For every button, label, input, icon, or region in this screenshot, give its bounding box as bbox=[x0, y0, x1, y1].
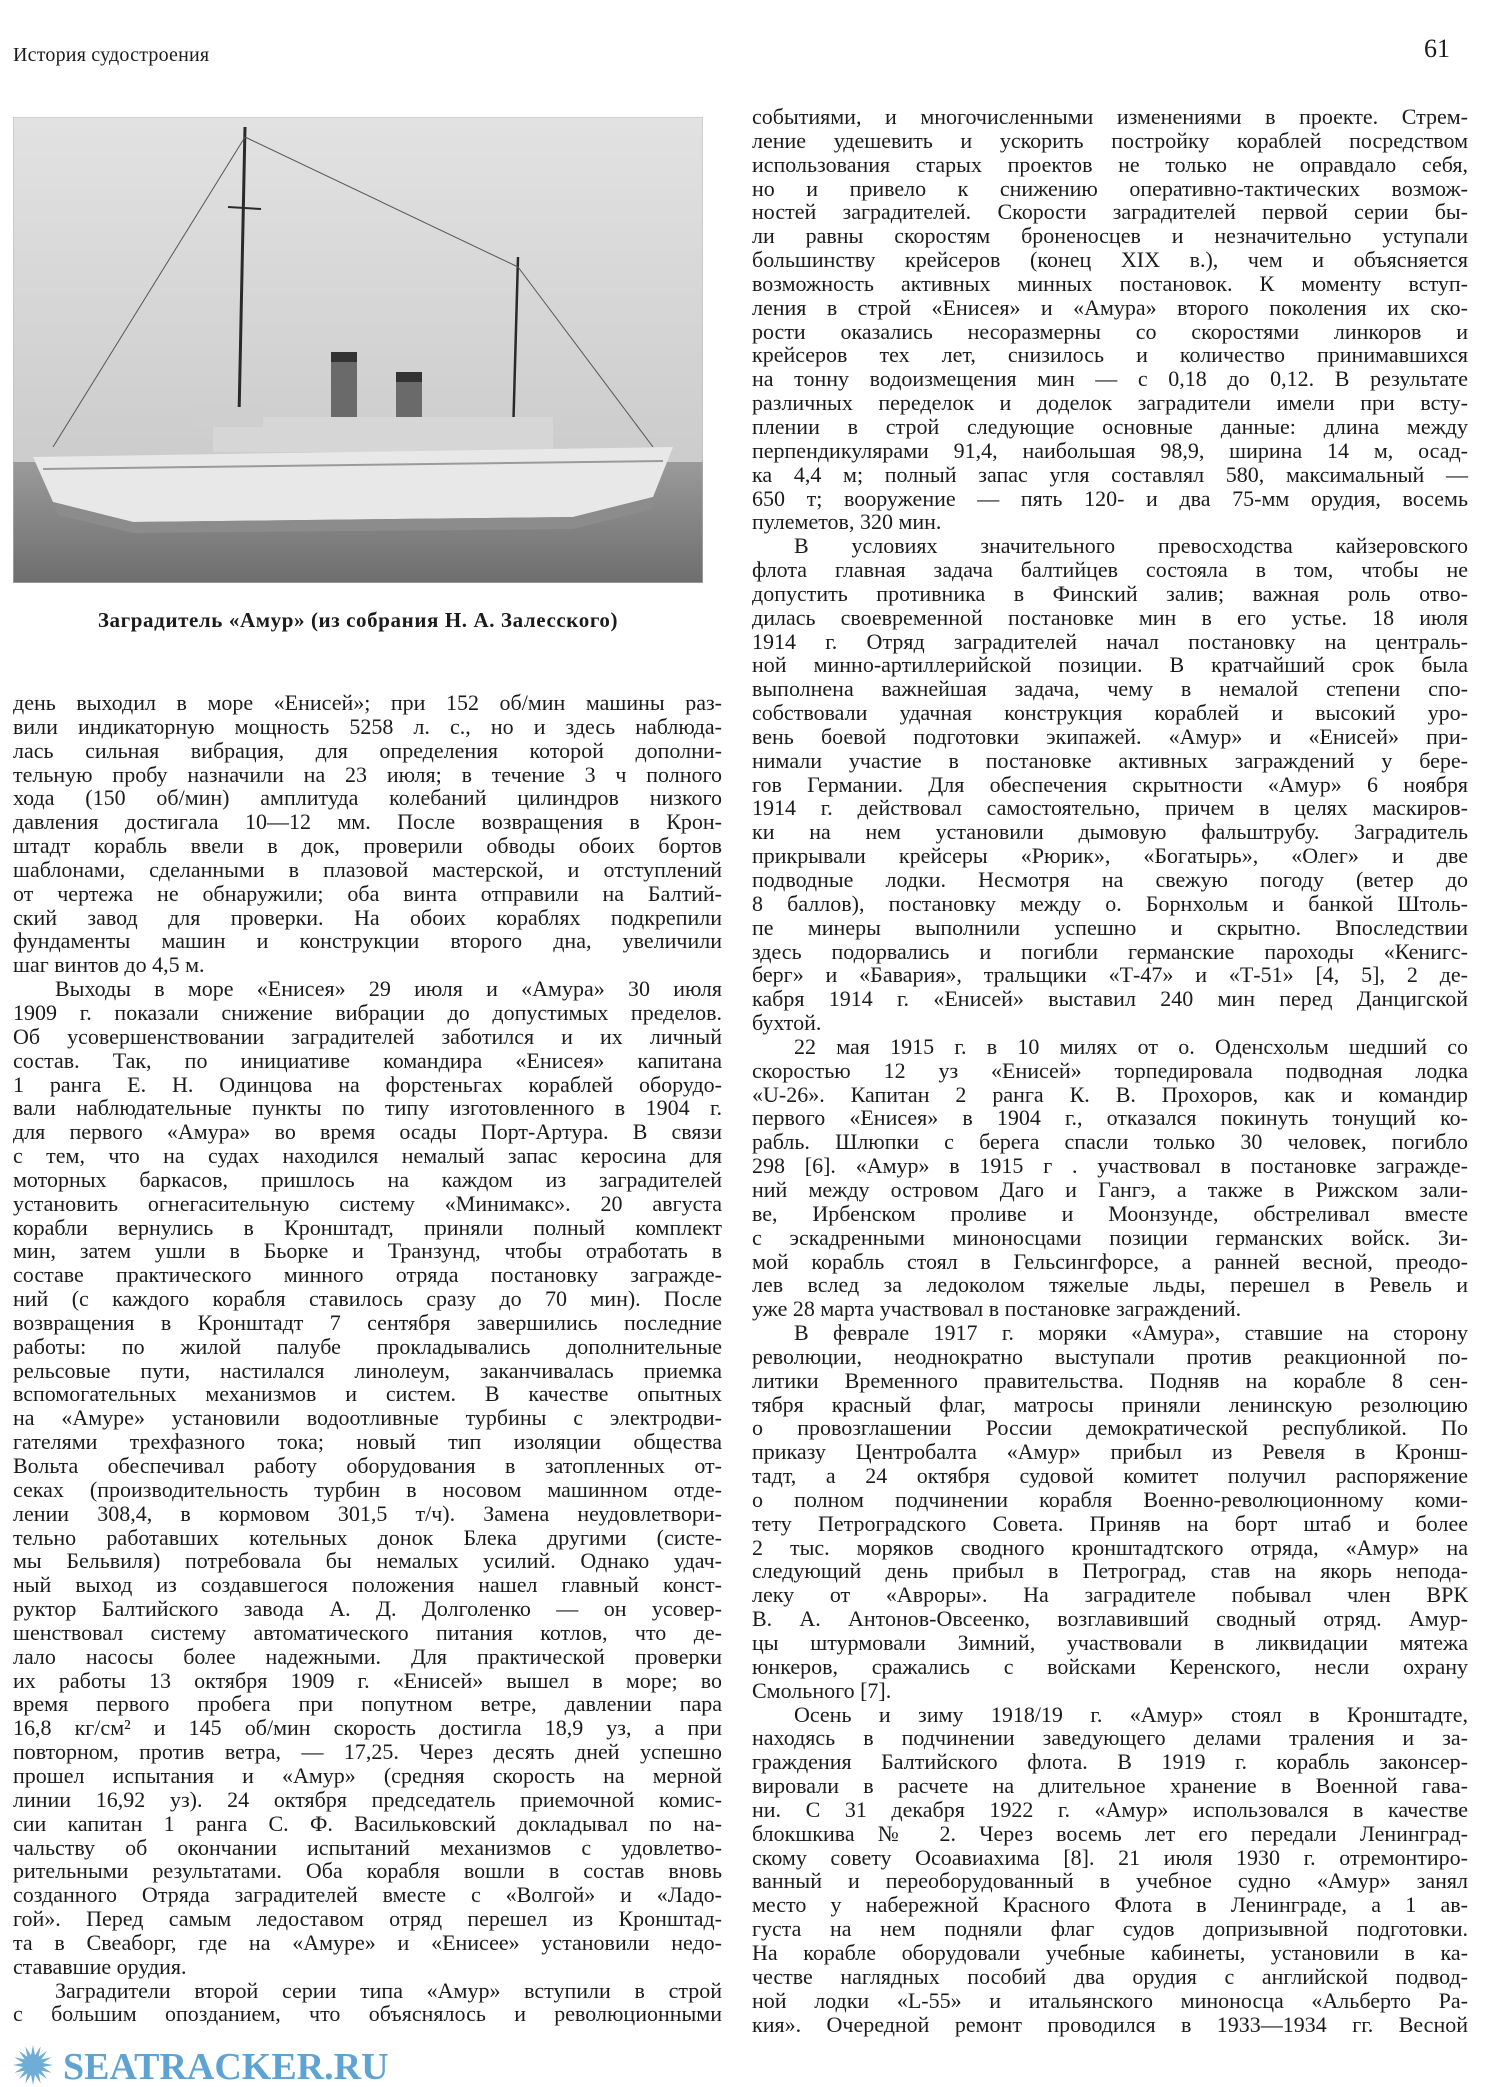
text-line: руктор Балтийского завода А. Д. Долголенко — он усовер- bbox=[13, 1596, 722, 1622]
text-line: день выходил в море «Енисей»; при 152 об/мин машины раз- bbox=[13, 690, 722, 715]
text-line: следующий день прибыл в Петроград, став на якорь непода- bbox=[752, 1558, 1468, 1584]
text-line: пе минеры выполнили успешно и скрытно. Впоследствии bbox=[752, 914, 1468, 940]
text-line: находясь в подчинении заведующего делами траления и за- bbox=[752, 1725, 1468, 1751]
text-line: 298 [6]. «Амур» в 1915 г . участвовал в постановке загражде- bbox=[752, 1153, 1468, 1179]
text-line: блокшкива № 2. Через восемь лет его передали Ленинград- bbox=[752, 1820, 1468, 1846]
text-line: революции, неоднократно выступали против реакционной по- bbox=[752, 1343, 1468, 1369]
text-line: штадт корабль ввели в док, проверили обводы обоих бортов bbox=[13, 833, 722, 859]
text-line: 22 мая 1915 г. в 10 милях от о. Оденсхольм шедший со bbox=[794, 1033, 1468, 1059]
text-line: мы Бельвиля) потребовала бы немалых усилий. Однако удач- bbox=[13, 1548, 722, 1574]
text-line: леку от «Авроры». На заградителе побывал член ВРК bbox=[752, 1582, 1468, 1608]
text-line: ка 4,4 м; полный запас угля составлял 580, максимальный — bbox=[752, 461, 1468, 487]
text-line: берг» и «Бавария», тральщики «Т-47» и «Т-51» [4, 5], 2 де- bbox=[752, 962, 1468, 988]
text-line: скоростью 12 уз «Енисей» торпедировала подводная лодка bbox=[752, 1057, 1468, 1083]
watermark-text: SEATRACKER.RU bbox=[63, 2046, 389, 2086]
text-line: место у набережной Красного Флота в Ленинграде, а 1 ав- bbox=[752, 1892, 1468, 1918]
text-line: нимали участие в постановке активных заграждений у бере- bbox=[752, 747, 1468, 773]
text-line: фундаменты машин и конструкции второго дна, увеличили bbox=[13, 928, 722, 954]
text-line: ной лодки «L-55» и итальянского миноносца «Альберто Ра- bbox=[752, 1987, 1468, 2013]
text-line: гой». Перед самым ледоставом отряд перешел из Кронштад- bbox=[13, 1906, 722, 1932]
page-number: 61 bbox=[1424, 34, 1450, 63]
text-line: событиями, и многочисленными изменениями в проекте. Стрем- bbox=[752, 104, 1468, 129]
text-line: ли равны скоростям броненосцев и незначительно уступали bbox=[752, 223, 1468, 249]
text-line: выполнена важнейшая задача, чему в немалой степени спо- bbox=[752, 676, 1468, 702]
text-line: составе практического минного отряда постановку загражде- bbox=[13, 1262, 722, 1288]
text-line: «U-26». Капитан 2 ранга К. В. Прохоров, как и командир bbox=[752, 1081, 1468, 1107]
text-line: плении в строй следующие основные данные: длина между bbox=[752, 413, 1468, 439]
text-line: тельную пробу назначили на 23 июля; в течение 3 ч полного bbox=[13, 761, 722, 787]
text-line: на «Амуре» установили водоотливные турбины с электродви- bbox=[13, 1405, 722, 1431]
text-line: тября красный флаг, матросы приняли ленинскую резолюцию bbox=[752, 1391, 1468, 1417]
text-line: крейсеров тех лет, снизилось и количество принимавшихся bbox=[752, 342, 1468, 368]
text-line: время первого пробега при попутном ветре, давлении пара bbox=[13, 1691, 722, 1717]
text-line: В условиях значительного превосходства кайзеровского bbox=[794, 533, 1468, 559]
text-line: 8 баллов), постановку между о. Борнхольм и банкой Штоль- bbox=[752, 890, 1468, 916]
text-line: состав. Так, по инициативе командира «Енисея» капитана bbox=[13, 1047, 722, 1073]
text-line: цы штурмовали Зимний, участвовали в ликвидации мятежа bbox=[752, 1630, 1468, 1655]
text-line: Об усовершенствовании заградителей заботился и их личный bbox=[13, 1023, 722, 1049]
text-line: возвращения в Кронштадт 7 сентября завершились последние bbox=[13, 1309, 722, 1335]
text-line: 2 тыс. моряков сводного кронштадтского отряда, «Амур» на bbox=[752, 1534, 1468, 1560]
text-line: 650 т; вооружение — пять 120- и два 75-мм орудия, восемь bbox=[752, 485, 1468, 511]
text-line: от чертежа не обнаружили; оба винта отправили на Балтий- bbox=[13, 880, 722, 906]
text-line: лало насосы более надежными. Для практической проверки bbox=[13, 1643, 722, 1669]
text-line: ванный и переоборудованный в учебное судно «Амур» занял bbox=[752, 1868, 1468, 1894]
running-head-title: История судостроения bbox=[13, 44, 210, 66]
text-line: мин, затем ушли в Бьорке и Транзунд, чтобы отработать в bbox=[13, 1238, 722, 1264]
text-line: хода (150 об/мин) амплитуда колебаний цилиндров низкого bbox=[13, 785, 722, 811]
text-line: созданного Отряда заградителей вместе с «Волгой» и «Ладо- bbox=[13, 1882, 722, 1908]
text-line: кабря 1914 г. «Енисей» выставил 240 мин перед Данцигской bbox=[752, 986, 1468, 1012]
text-line: первого «Енисея» в 1904 г., отказался покинуть тонущий ко- bbox=[752, 1105, 1468, 1131]
text-line: собствовали удачная конструкция кораблей и высокий уро- bbox=[752, 700, 1468, 726]
text-line: работы: по жилой палубе прокладывались дополнительные bbox=[13, 1333, 722, 1359]
text-line: о полном подчинении корабля Военно-революционному коми- bbox=[752, 1486, 1468, 1512]
text-line: 16,8 кг/см² и 145 об/мин скорость достигла 18,9 уз, а при bbox=[13, 1715, 722, 1741]
text-line: флота главная задача балтийцев состояла в том, чтобы не bbox=[752, 557, 1468, 583]
text-line: вили индикаторную мощность 5258 л. с., но и здесь наблюда- bbox=[13, 713, 722, 739]
text-line: шенствовал систему автоматического питания котлов, что де- bbox=[13, 1619, 722, 1645]
text-line: ве, Ирбенском проливе и Моонзунде, обстреливал вместе bbox=[752, 1200, 1468, 1226]
text-line: рительными результатами. Оба корабля вошли в состав вновь bbox=[13, 1858, 722, 1884]
text-line: густа на нем подняли флаг судов допризывной подготовки. bbox=[752, 1916, 1468, 1942]
text-line: ний между островом Даго и Гангэ, а также в Рижском зали- bbox=[752, 1176, 1468, 1202]
text-line: 1914 г. действовал самостоятельно, причем в целях маскиров- bbox=[752, 795, 1468, 821]
text-line: стававшие орудия. bbox=[13, 1953, 187, 1979]
text-line: большинству крейсеров (конец XIX в.), чем и объясняется bbox=[752, 247, 1468, 273]
text-line: с эскадренными миноносцами позиции германских войск. Зи- bbox=[752, 1224, 1468, 1250]
text-line: гов Германии. Для обеспечения скрытности «Амур» 6 ноября bbox=[752, 771, 1468, 797]
text-line: 1914 г. Отряд заградителей начал постановку на централь- bbox=[752, 628, 1468, 654]
text-line: приказу Центробалта «Амур» прибыл из Ревеля в Кронш- bbox=[752, 1439, 1468, 1465]
text-line: лев вслед за ледоколом тяжелые льды, перешел в Ревель и bbox=[752, 1272, 1468, 1298]
text-line: здесь подорвались и погибли германские пароходы «Кенигс- bbox=[752, 938, 1468, 964]
text-line: скому совету Осоавиахима [8]. 21 июля 1930 г. отремонтиро- bbox=[752, 1844, 1468, 1870]
text-line: давления достигала 10—12 мм. После возвращения в Крон- bbox=[13, 809, 722, 835]
starburst-icon bbox=[13, 2045, 53, 2085]
text-line: подводные лодки. Несмотря на свежую погоду (ветер до bbox=[752, 867, 1468, 892]
text-line: прошел испытания и «Амур» (средняя скорость на мерной bbox=[13, 1762, 722, 1788]
text-line: Вольта обеспечивал работу оборудования в затопленных от- bbox=[13, 1453, 722, 1478]
text-line: честве наглядных пособий два орудия с английской подвод- bbox=[752, 1963, 1468, 1989]
text-line: Заградители второй серии типа «Амур» вступили в строй bbox=[55, 1977, 722, 2003]
text-line: корабли вернулись в Кронштадт, приняли полный комплект bbox=[13, 1214, 722, 1240]
text-line: Смольного [7]. bbox=[752, 1677, 892, 1703]
text-line: лась сильная вибрация, для определения которой дополни- bbox=[13, 737, 722, 763]
text-line: пулеметов, 320 мин. bbox=[752, 509, 942, 535]
text-line: ный выход из создавшегося положения нашел главный конст- bbox=[13, 1572, 722, 1598]
text-line: секах (производительность турбин в носовом машинном отде- bbox=[13, 1476, 722, 1502]
text-line: вень боевой подготовки экипажей. «Амур» и «Енисей» при- bbox=[752, 723, 1468, 749]
text-line: сии капитан 1 ранга С. Ф. Васильковский докладывал по на- bbox=[13, 1810, 722, 1836]
text-line: ки на нем установили дымовую фальштрубу. Заградитель bbox=[752, 819, 1468, 845]
text-line: на тонну водоизмещения мин — с 0,18 до 0,12. В результате bbox=[752, 366, 1468, 392]
text-line: вали наблюдательные пункты по типу изготовленного в 1904 г. bbox=[13, 1095, 722, 1121]
text-line: моторных баркасов, пришлось на каждом из заградителей bbox=[13, 1166, 722, 1192]
text-line: повторном, против ветра, — 17,25. Через десять дней успешно bbox=[13, 1739, 722, 1765]
text-line: Осень и зиму 1918/19 г. «Амур» стоял в Кронштадте, bbox=[794, 1701, 1468, 1727]
text-line: ностей заградителей. Скорости заградителей первой серии бы- bbox=[752, 199, 1468, 225]
text-line: для первого «Амура» во время осады Порт-Артура. В связи bbox=[13, 1119, 722, 1145]
text-line: На корабле оборудовали учебные кабинеты, установили в ка- bbox=[752, 1939, 1468, 1965]
text-line: уже 28 марта участвовал в постановке заграждений. bbox=[752, 1296, 1242, 1322]
text-line: возможность активных минных постановок. К моменту вступ- bbox=[752, 270, 1468, 296]
text-line: мой корабль стоял в Гельсингфорсе, а ранней весной, преодо- bbox=[752, 1248, 1468, 1274]
text-line: установить огнегасительную систему «Минимакс». 20 августа bbox=[13, 1190, 722, 1216]
text-line: вировали в расчете на длительное хранение в Военной гава- bbox=[752, 1773, 1468, 1799]
text-line: тадт, а 24 октября судовой комитет получил распоряжение bbox=[752, 1463, 1468, 1489]
text-line: ский завод для проверки. На обоих кораблях подкрепили bbox=[13, 904, 722, 930]
seatracker-watermark-logo bbox=[13, 2044, 1468, 2086]
text-line: юнкеров, сражались с войсками Керенского, несли охрану bbox=[752, 1653, 1468, 1679]
text-line: ни. С 31 декабря 1922 г. «Амур» использовался в качестве bbox=[752, 1796, 1468, 1822]
text-line: рости оказались несоразмерны со скоростями линкоров и bbox=[752, 318, 1468, 344]
text-line: о провозглашении России демократической республикой. По bbox=[752, 1415, 1468, 1441]
figure-caption: Заградитель «Амур» (из собрания Н. А. Залесского) bbox=[97, 608, 619, 632]
text-line: граждения Балтийского флота. В 1919 г. корабль законсер- bbox=[752, 1749, 1468, 1775]
text-line: та в Свеаборг, где на «Амуре» и «Енисее» установили недо- bbox=[13, 1929, 722, 1955]
text-line: бухтой. bbox=[752, 1010, 822, 1036]
text-line: перпендикулярами 91,4, наибольшая 98,9, ширина 14 м, осад- bbox=[752, 437, 1468, 463]
text-line: различных переделок и доделок заградители имели при всту- bbox=[752, 390, 1468, 416]
ship-photo bbox=[13, 117, 703, 583]
text-line: ной минно-артиллерийской позиции. В кратчайший срок была bbox=[752, 652, 1468, 678]
left-text-column bbox=[13, 691, 722, 2026]
text-line: литики Временного правительства. Подняв на корабле 8 сен- bbox=[752, 1367, 1468, 1393]
text-line: ления в строй «Енисея» и «Амура» второго поколения их ско- bbox=[752, 294, 1468, 320]
text-line: тету Петроградского Совета. Приняв на борт штаб и более bbox=[752, 1510, 1468, 1536]
text-line: линии 16,92 уз). 24 октября председатель приемочной комис- bbox=[13, 1786, 722, 1812]
text-line: шаблонами, сделанными в плазовой мастерской, и отступлений bbox=[13, 856, 722, 882]
text-line: чальству об окончании испытаний механизмов с удовлетво- bbox=[13, 1834, 722, 1860]
text-line: использования старых проектов не только не оправдало себя, bbox=[752, 151, 1468, 177]
text-line: тельно работавших котельных донок Блека другими (систе- bbox=[13, 1524, 722, 1550]
text-line: кия». Очередной ремонт проводился в 1933—1934 гг. Весной bbox=[752, 2011, 1468, 2037]
text-line: 1909 г. показали снижение вибрации до допустимых пределов. bbox=[13, 999, 722, 1025]
text-line: рельсовые пути, настилался линолеум, заканчивалась приемка bbox=[13, 1357, 722, 1383]
text-line: допустить противника в Финский залив; важная роль отво- bbox=[752, 580, 1468, 606]
text-line: с тем, что на судах находился немалый запас керосина для bbox=[13, 1143, 722, 1169]
text-line: рабль. Шлюпки с берега спасли только 30 человек, погибло bbox=[752, 1129, 1468, 1155]
text-line: ление удешевить и ускорить постройку кораблей посредством bbox=[752, 127, 1468, 153]
text-line: гателями трехфазного тока; новый тип изоляции общества bbox=[13, 1429, 722, 1455]
text-line: их работы 13 октября 1909 г. «Енисей» вышел в море; во bbox=[13, 1667, 722, 1693]
text-line: Выходы в море «Енисея» 29 июля и «Амура» 30 июля bbox=[55, 976, 722, 1002]
text-line: лении 308,4, в кормовом 301,5 т/ч). Замена неудовлетвори- bbox=[13, 1500, 722, 1526]
text-line: В феврале 1917 г. моряки «Амура», ставшие на сторону bbox=[794, 1320, 1468, 1346]
text-line: В. А. Антонов-Овсеенко, возглавивший сводный отряд. Амур- bbox=[752, 1606, 1468, 1632]
text-line: прикрывали крейсеры «Рюрик», «Богатырь», «Олег» и две bbox=[752, 843, 1468, 869]
right-text-column bbox=[752, 105, 1468, 2036]
text-line: вспомогательных механизмов и систем. В качестве опытных bbox=[13, 1381, 722, 1407]
text-line: 1 ранга Е. Н. Одинцова на форстеньгах кораблей оборудо- bbox=[13, 1071, 722, 1097]
text-line: дилась своевременной постановке мин в его устье. 18 июля bbox=[752, 604, 1468, 630]
text-line: шаг винтов до 4,5 м. bbox=[13, 952, 205, 978]
text-line: с большим опозданием, что объяснялось и революционными bbox=[13, 2001, 722, 2027]
text-line: но и привело к снижению оперативно-тактических возмож- bbox=[752, 175, 1468, 201]
text-line: ний (с каждого корабля ставилось сразу до 70 мин). После bbox=[13, 1286, 722, 1312]
